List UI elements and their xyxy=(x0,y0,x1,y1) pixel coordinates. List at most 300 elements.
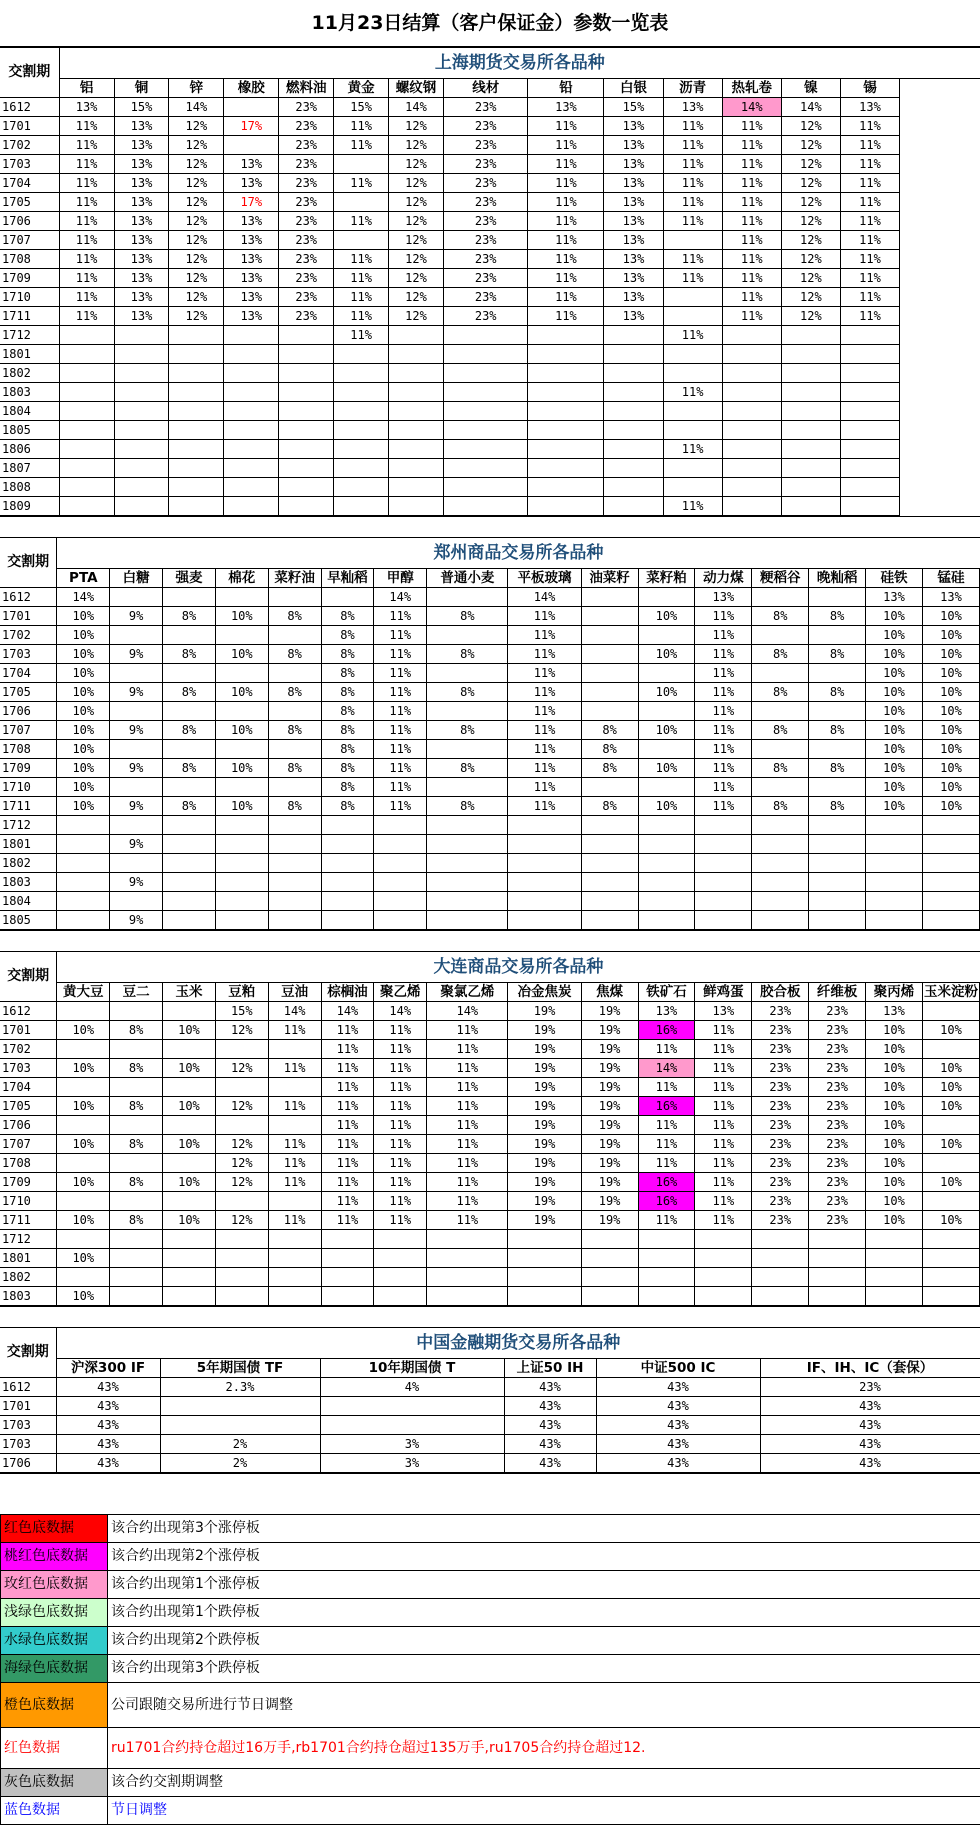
margin-cell xyxy=(163,854,216,873)
period-cell: 1702 xyxy=(0,136,59,155)
margin-cell: 10% xyxy=(163,1211,216,1230)
table-row xyxy=(0,269,980,288)
table-row xyxy=(0,1078,980,1097)
margin-cell: 19% xyxy=(581,1059,638,1078)
margin-cell xyxy=(581,835,638,854)
margin-cell xyxy=(169,326,224,345)
table-row xyxy=(0,1416,980,1435)
margin-cell xyxy=(922,816,979,835)
margin-cell xyxy=(215,702,268,721)
margin-cell xyxy=(321,911,374,930)
section-gap xyxy=(0,930,980,951)
margin-cell xyxy=(57,892,110,911)
margin-cell: 11% xyxy=(321,1021,374,1040)
margin-cell: 11% xyxy=(528,155,604,174)
period-cell: 1805 xyxy=(0,421,59,440)
product-header-rb: 螺纹钢 xyxy=(389,79,444,98)
margin-cell xyxy=(604,421,663,440)
period-cell: 1804 xyxy=(0,402,59,421)
margin-cell xyxy=(581,892,638,911)
margin-cell: 8% xyxy=(321,683,374,702)
margin-cell: 14% xyxy=(268,1002,321,1021)
margin-cell: 23% xyxy=(443,193,527,212)
margin-cell: 11% xyxy=(695,664,752,683)
margin-cell: 13% xyxy=(604,231,663,250)
period-cell: 1710 xyxy=(0,778,57,797)
margin-cell: 8% xyxy=(321,721,374,740)
period-cell: 1704 xyxy=(0,664,57,683)
table-row xyxy=(0,740,980,759)
margin-cell xyxy=(57,1268,110,1287)
product-header-c: 玉米 xyxy=(163,983,216,1002)
margin-cell: 12% xyxy=(389,136,444,155)
margin-cell: 11% xyxy=(638,1040,695,1059)
margin-cell xyxy=(443,326,527,345)
legend-swatch: 灰色底数据 xyxy=(1,1769,108,1797)
blank-cell xyxy=(900,478,980,497)
table-row xyxy=(0,1211,980,1230)
margin-cell: 11% xyxy=(722,269,781,288)
period-cell: 1801 xyxy=(0,345,59,364)
margin-cell: 8% xyxy=(321,759,374,778)
margin-cell xyxy=(163,1116,216,1135)
product-header-zc: 动力煤 xyxy=(695,569,752,588)
legend-row xyxy=(1,1655,980,1683)
margin-cell xyxy=(110,892,163,911)
margin-cell xyxy=(781,402,840,421)
product-header-rs: 油菜籽 xyxy=(581,569,638,588)
margin-cell xyxy=(224,383,279,402)
legend-description: 公司跟随交易所进行节日调整 xyxy=(108,1683,980,1728)
margin-cell xyxy=(866,1249,923,1268)
blank-cell xyxy=(900,345,980,364)
margin-cell: 23% xyxy=(752,1040,809,1059)
margin-cell xyxy=(638,854,695,873)
table-row xyxy=(0,664,980,683)
margin-cell: 11% xyxy=(695,1040,752,1059)
margin-cell: 23% xyxy=(443,174,527,193)
margin-cell xyxy=(528,402,604,421)
margin-cell: 15% xyxy=(334,98,389,117)
margin-cell xyxy=(638,588,695,607)
margin-cell: 8% xyxy=(809,645,866,664)
margin-cell xyxy=(581,1287,638,1306)
margin-cell: 11% xyxy=(374,1116,427,1135)
table-row xyxy=(0,1021,980,1040)
margin-cell xyxy=(809,664,866,683)
margin-cell xyxy=(215,1287,268,1306)
margin-cell: 8% xyxy=(268,721,321,740)
margin-cell: 8% xyxy=(268,797,321,816)
margin-cell: 8% xyxy=(268,759,321,778)
margin-cell: 11% xyxy=(528,193,604,212)
margin-cell: 11% xyxy=(663,269,722,288)
product-header-zn: 锌 xyxy=(169,79,224,98)
margin-cell: 11% xyxy=(59,155,114,174)
margin-cell: 12% xyxy=(389,250,444,269)
margin-cell: 11% xyxy=(374,778,427,797)
period-header: 交割期 xyxy=(0,48,59,98)
margin-cell: 10% xyxy=(866,626,923,645)
margin-cell: 12% xyxy=(215,1135,268,1154)
margin-cell: 11% xyxy=(638,1211,695,1230)
margin-cell: 13% xyxy=(604,269,663,288)
margin-cell xyxy=(59,326,114,345)
margin-cell xyxy=(809,626,866,645)
blank-cell xyxy=(900,250,980,269)
margin-cell xyxy=(163,702,216,721)
margin-cell xyxy=(389,440,444,459)
margin-cell: 11% xyxy=(695,1173,752,1192)
margin-cell: 11% xyxy=(528,174,604,193)
margin-cell: 10% xyxy=(866,1211,923,1230)
margin-cell: 10% xyxy=(922,683,979,702)
margin-cell: 10% xyxy=(163,1059,216,1078)
margin-cell: 11% xyxy=(268,1021,321,1040)
margin-cell: 11% xyxy=(722,231,781,250)
period-cell: 1704 xyxy=(0,174,59,193)
margin-cell: 8% xyxy=(427,797,508,816)
margin-cell: 10% xyxy=(866,1078,923,1097)
margin-cell: 11% xyxy=(508,626,581,645)
margin-cell: 11% xyxy=(663,117,722,136)
margin-cell: 23% xyxy=(279,193,334,212)
product-header-t: 10年期国债 T xyxy=(320,1359,504,1378)
margin-cell: 11% xyxy=(268,1135,321,1154)
margin-cell: 8% xyxy=(427,721,508,740)
margin-cell xyxy=(752,1287,809,1306)
margin-cell xyxy=(638,911,695,930)
margin-cell xyxy=(224,345,279,364)
legend-description: 该合约出现第2个跌停板 xyxy=(108,1627,980,1655)
margin-cell: 23% xyxy=(443,250,527,269)
margin-cell xyxy=(663,231,722,250)
margin-cell: 23% xyxy=(809,1002,866,1021)
period-cell: 1709 xyxy=(0,269,59,288)
margin-cell: 11% xyxy=(321,1154,374,1173)
margin-cell xyxy=(268,1287,321,1306)
period-cell: 1707 xyxy=(0,1135,57,1154)
margin-cell xyxy=(110,1192,163,1211)
margin-cell: 11% xyxy=(374,1097,427,1116)
period-cell: 1706 xyxy=(0,1454,56,1473)
margin-cell: 10% xyxy=(922,797,979,816)
margin-cell xyxy=(809,892,866,911)
margin-cell: 43% xyxy=(596,1397,760,1416)
margin-cell: 11% xyxy=(508,778,581,797)
margin-cell: 14% xyxy=(389,98,444,117)
margin-cell: 11% xyxy=(663,497,722,516)
margin-cell xyxy=(604,478,663,497)
margin-cell: 23% xyxy=(279,250,334,269)
margin-cell xyxy=(427,702,508,721)
table-row xyxy=(0,402,980,421)
table-row xyxy=(0,1040,980,1059)
margin-cell xyxy=(215,664,268,683)
margin-cell: 8% xyxy=(427,607,508,626)
margin-cell: 9% xyxy=(110,873,163,892)
table-row xyxy=(0,440,980,459)
margin-cell: 11% xyxy=(268,1211,321,1230)
margin-cell: 11% xyxy=(695,740,752,759)
product-header-a: 黄大豆 xyxy=(57,983,110,1002)
margin-cell xyxy=(427,1230,508,1249)
margin-cell: 8% xyxy=(752,797,809,816)
margin-cell xyxy=(110,1002,163,1021)
margin-cell xyxy=(695,892,752,911)
period-header: 交割期 xyxy=(0,952,57,1002)
margin-cell: 11% xyxy=(321,1211,374,1230)
margin-cell xyxy=(866,854,923,873)
margin-cell: 11% xyxy=(663,136,722,155)
margin-cell: 11% xyxy=(722,212,781,231)
margin-cell: 8% xyxy=(809,721,866,740)
margin-cell xyxy=(57,835,110,854)
margin-cell xyxy=(163,816,216,835)
margin-cell xyxy=(722,383,781,402)
margin-cell: 10% xyxy=(163,1173,216,1192)
blank-cell xyxy=(900,440,980,459)
margin-cell: 10% xyxy=(866,759,923,778)
legend-swatch: 海绿色底数据 xyxy=(1,1655,108,1683)
margin-cell: 11% xyxy=(374,1192,427,1211)
margin-cell xyxy=(752,911,809,930)
table-row xyxy=(0,645,980,664)
table-row xyxy=(0,1002,980,1021)
margin-cell xyxy=(114,421,169,440)
margin-cell: 12% xyxy=(389,212,444,231)
margin-cell: 10% xyxy=(57,1211,110,1230)
margin-cell xyxy=(638,1249,695,1268)
margin-cell: 11% xyxy=(663,174,722,193)
margin-cell: 11% xyxy=(695,778,752,797)
period-cell: 1711 xyxy=(0,307,59,326)
margin-cell: 43% xyxy=(760,1435,980,1454)
blank-cell xyxy=(900,79,980,98)
margin-cell xyxy=(508,873,581,892)
margin-cell: 11% xyxy=(334,307,389,326)
margin-cell xyxy=(334,193,389,212)
table-row xyxy=(0,1135,980,1154)
margin-cell xyxy=(809,873,866,892)
legend-swatch: 水绿色底数据 xyxy=(1,1627,108,1655)
margin-cell xyxy=(163,892,216,911)
margin-cell: 13% xyxy=(604,307,663,326)
margin-cell: 11% xyxy=(722,155,781,174)
margin-cell xyxy=(163,1154,216,1173)
margin-cell xyxy=(427,664,508,683)
margin-cell xyxy=(268,1230,321,1249)
margin-cell: 13% xyxy=(866,1002,923,1021)
product-header-cf: 棉花 xyxy=(215,569,268,588)
margin-cell xyxy=(374,1287,427,1306)
margin-cell: 8% xyxy=(427,645,508,664)
margin-cell xyxy=(321,1249,374,1268)
margin-tables xyxy=(0,47,980,1825)
product-header-pm: 普通小麦 xyxy=(427,569,508,588)
period-cell: 1712 xyxy=(0,1230,57,1249)
margin-cell: 11% xyxy=(427,1135,508,1154)
section-title: 郑州商品交易所各品种 xyxy=(57,538,980,569)
margin-cell: 11% xyxy=(374,607,427,626)
margin-cell: 23% xyxy=(809,1059,866,1078)
margin-cell: 11% xyxy=(695,1021,752,1040)
margin-cell xyxy=(321,588,374,607)
margin-cell: 10% xyxy=(215,645,268,664)
margin-cell: 8% xyxy=(110,1097,163,1116)
margin-cell: 10% xyxy=(215,797,268,816)
margin-cell: 11% xyxy=(695,1192,752,1211)
margin-cell xyxy=(110,1154,163,1173)
blank-cell xyxy=(900,402,980,421)
product-header-sr: 白糖 xyxy=(110,569,163,588)
table-row xyxy=(0,759,980,778)
margin-cell xyxy=(443,383,527,402)
margin-cell: 11% xyxy=(695,1097,752,1116)
margin-cell: 43% xyxy=(504,1454,596,1473)
product-header-hedge: IF、IH、IC（套保） xyxy=(760,1359,980,1378)
product-header-ma: 甲醇 xyxy=(374,569,427,588)
margin-cell xyxy=(840,478,899,497)
margin-cell xyxy=(722,440,781,459)
margin-cell xyxy=(922,1287,979,1306)
margin-cell: 16% xyxy=(638,1173,695,1192)
margin-cell xyxy=(508,1230,581,1249)
margin-cell: 14% xyxy=(781,98,840,117)
margin-cell: 12% xyxy=(389,174,444,193)
margin-cell xyxy=(443,478,527,497)
margin-cell: 23% xyxy=(752,1021,809,1040)
margin-cell xyxy=(215,892,268,911)
margin-cell: 23% xyxy=(809,1116,866,1135)
legend-swatch: 浅绿色底数据 xyxy=(1,1599,108,1627)
margin-cell xyxy=(389,364,444,383)
margin-cell: 11% xyxy=(695,797,752,816)
margin-cell: 4% xyxy=(320,1378,504,1397)
product-header-jm: 焦煤 xyxy=(581,983,638,1002)
product-header-ag: 白银 xyxy=(604,79,663,98)
margin-cell: 11% xyxy=(321,1116,374,1135)
margin-cell xyxy=(163,1249,216,1268)
margin-cell xyxy=(663,307,722,326)
margin-cell xyxy=(169,440,224,459)
margin-cell xyxy=(389,345,444,364)
table-row xyxy=(0,702,980,721)
margin-cell: 11% xyxy=(663,212,722,231)
margin-cell: 23% xyxy=(279,307,334,326)
margin-cell xyxy=(752,664,809,683)
table-row xyxy=(0,1097,980,1116)
margin-cell xyxy=(722,421,781,440)
margin-cell xyxy=(389,421,444,440)
margin-cell: 10% xyxy=(57,626,110,645)
margin-cell: 14% xyxy=(321,1002,374,1021)
margin-cell: 14% xyxy=(508,588,581,607)
margin-cell xyxy=(809,1268,866,1287)
margin-cell xyxy=(59,497,114,516)
margin-cell xyxy=(59,440,114,459)
product-header-wr: 线材 xyxy=(443,79,527,98)
margin-cell xyxy=(638,835,695,854)
margin-cell xyxy=(57,1154,110,1173)
margin-cell xyxy=(840,440,899,459)
period-cell: 1705 xyxy=(0,193,59,212)
margin-cell xyxy=(443,421,527,440)
margin-cell: 10% xyxy=(57,664,110,683)
margin-cell xyxy=(268,588,321,607)
margin-cell xyxy=(508,854,581,873)
margin-cell xyxy=(279,364,334,383)
margin-cell xyxy=(224,421,279,440)
margin-cell: 11% xyxy=(374,721,427,740)
margin-cell xyxy=(163,778,216,797)
margin-cell xyxy=(224,326,279,345)
product-header-sf: 硅铁 xyxy=(866,569,923,588)
table-row xyxy=(0,193,980,212)
margin-cell: 8% xyxy=(321,664,374,683)
margin-cell: 23% xyxy=(752,1002,809,1021)
table-row xyxy=(0,1435,980,1454)
margin-cell: 8% xyxy=(752,759,809,778)
product-header-oi: 菜籽油 xyxy=(268,569,321,588)
margin-cell xyxy=(722,402,781,421)
margin-cell: 19% xyxy=(508,1192,581,1211)
margin-cell: 10% xyxy=(638,721,695,740)
margin-cell: 12% xyxy=(215,1021,268,1040)
period-cell: 1710 xyxy=(0,1192,57,1211)
table-row xyxy=(0,174,980,193)
period-cell: 1703 xyxy=(0,1059,57,1078)
period-header: 交割期 xyxy=(0,538,57,588)
period-cell: 1808 xyxy=(0,478,59,497)
product-header-ri: 早籼稻 xyxy=(321,569,374,588)
margin-cell xyxy=(840,383,899,402)
period-cell: 1703 xyxy=(0,155,59,174)
margin-cell xyxy=(374,911,427,930)
table-row xyxy=(0,1378,980,1397)
margin-cell xyxy=(752,854,809,873)
period-cell: 1612 xyxy=(0,1002,57,1021)
margin-cell xyxy=(279,326,334,345)
margin-cell: 13% xyxy=(224,250,279,269)
product-header-tf: 5年期国债 TF xyxy=(160,1359,320,1378)
period-cell: 1807 xyxy=(0,459,59,478)
margin-cell: 10% xyxy=(57,1097,110,1116)
period-cell: 1802 xyxy=(0,854,57,873)
margin-cell xyxy=(224,98,279,117)
period-cell: 1801 xyxy=(0,1249,57,1268)
margin-cell xyxy=(922,1192,979,1211)
table-row xyxy=(0,816,980,835)
margin-cell: 10% xyxy=(57,1249,110,1268)
margin-cell xyxy=(268,1078,321,1097)
exchange-table-0 xyxy=(0,47,980,516)
margin-cell: 11% xyxy=(374,664,427,683)
margin-cell: 23% xyxy=(279,269,334,288)
period-cell: 1703 xyxy=(0,1416,56,1435)
margin-cell xyxy=(110,1116,163,1135)
table-row xyxy=(0,1249,980,1268)
margin-cell: 11% xyxy=(321,1173,374,1192)
margin-cell xyxy=(752,873,809,892)
margin-cell: 8% xyxy=(110,1173,163,1192)
margin-cell: 23% xyxy=(809,1173,866,1192)
margin-cell xyxy=(604,364,663,383)
margin-cell xyxy=(268,835,321,854)
margin-cell: 11% xyxy=(663,383,722,402)
margin-cell xyxy=(581,683,638,702)
margin-cell: 11% xyxy=(840,193,899,212)
